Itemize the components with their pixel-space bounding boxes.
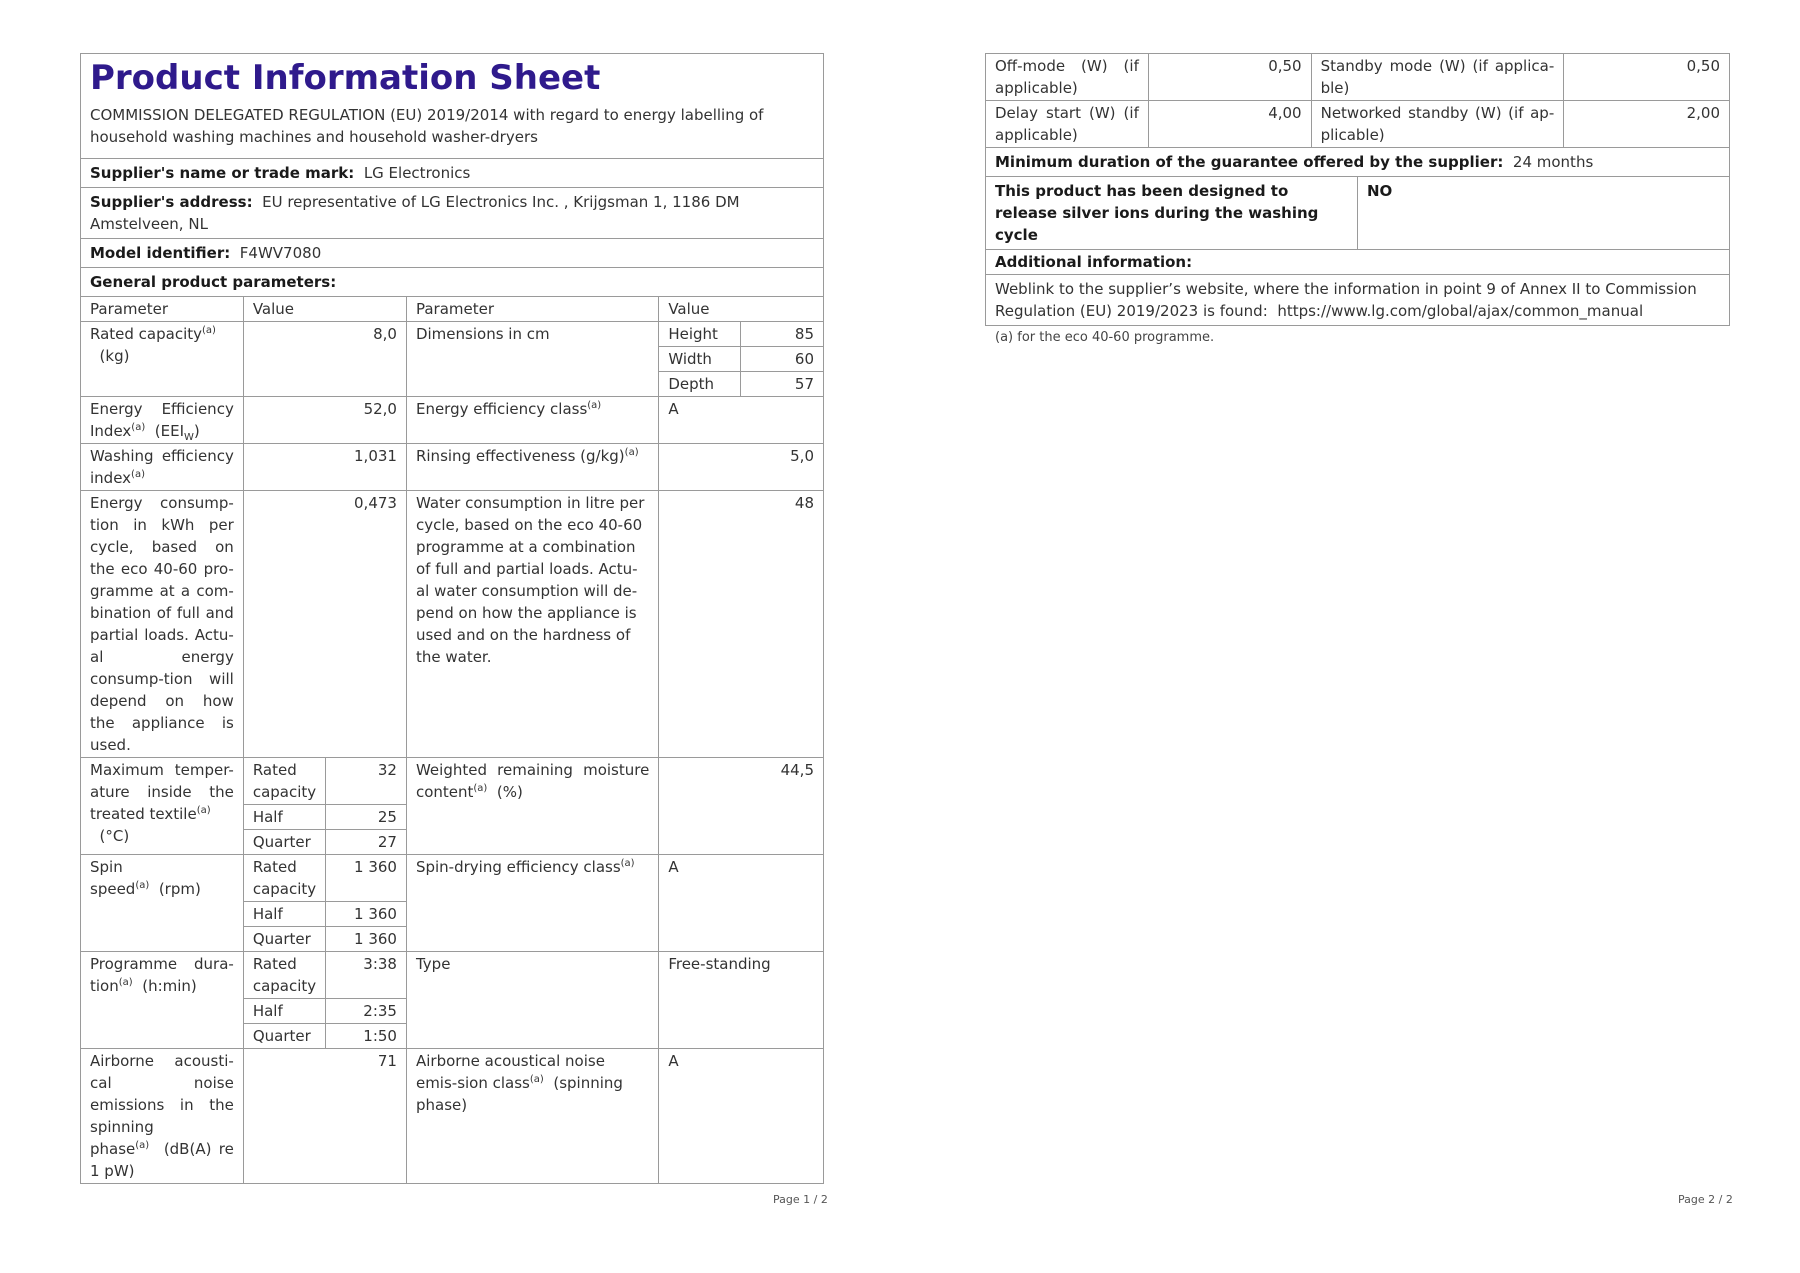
height-label: Height <box>659 322 741 347</box>
table-row <box>81 1049 824 1184</box>
rated-capacity-value: 8,0 <box>243 322 406 397</box>
table-row <box>81 952 824 999</box>
eei-value: 52,0 <box>243 397 406 444</box>
model-label: Model identifier: <box>90 244 231 262</box>
table-row <box>81 397 824 444</box>
spin-rated-value: 1 360 <box>326 855 407 902</box>
silver-table <box>985 176 1730 250</box>
weblink-label: Weblink to the supplier’s website, where the information in point 9 of Annex II to Commission Regulation (EU) 2019/2023 is found: <box>995 280 1697 320</box>
supplier-address-label: Supplier's address: <box>90 193 253 211</box>
delay-start-label: Delay start (W) (if applicable) <box>986 101 1149 148</box>
silver-value: NO <box>1358 177 1730 250</box>
noise-class-label: Airborne acoustical noise emis-sion class$^{(a)}$ (spinning phase) <box>406 1049 658 1184</box>
header-value: Value <box>243 297 406 322</box>
guarantee-value: 24 months <box>1512 153 1594 171</box>
parameters-table <box>80 296 824 1184</box>
networked-label: Networked standby (W) (if ap-plicable) <box>1311 101 1564 148</box>
energy-class-value: A <box>659 397 824 444</box>
additional-label: Additional information: <box>986 250 1730 275</box>
water-consumption-value: 48 <box>659 491 824 758</box>
rated-capacity-label: Rated capacity$^{(a)}$ (kg) <box>81 322 244 397</box>
silver-label: This product has been designed to release silver ions during the washing cycle <box>986 177 1358 250</box>
max-temp-quarter-label: Quarter <box>243 830 325 855</box>
title-cell <box>81 54 824 159</box>
table-row <box>81 444 824 491</box>
off-mode-label: Off-mode (W) (if applicable) <box>986 54 1149 101</box>
type-label: Type <box>406 952 658 1049</box>
max-temp-rated-value: 32 <box>326 758 407 805</box>
noise-label: Airborne acousti-cal noise emissions in the spinning phase$^{(a)}$ (dB(A) re 1 pW) <box>81 1049 244 1184</box>
spin-quarter-label: Quarter <box>243 927 325 952</box>
guarantee-table <box>985 147 1730 177</box>
networked-value: 2,00 <box>1564 101 1730 148</box>
spin-quarter-value: 1 360 <box>326 927 407 952</box>
supplier-address-row <box>81 188 824 239</box>
prog-duration-label: Programme dura-tion$^{(a)}$ (h:min) <box>81 952 244 1049</box>
spin-half-label: Half <box>243 902 325 927</box>
table-row <box>81 491 824 758</box>
weblink-row <box>986 275 1730 326</box>
model-identifier: F4WV7080 <box>239 244 322 262</box>
rinsing-label: Rinsing effectiveness $(g/kg)^{(a)}$ <box>406 444 658 491</box>
page-number-1: Page 1 / 2 <box>773 1193 828 1206</box>
product-info-header-table <box>80 53 824 297</box>
type-value: Free-standing <box>659 952 824 1049</box>
supplier-name: LG Electronics <box>363 164 471 182</box>
max-temp-rated-label: Rated capacity <box>243 758 325 805</box>
prog-rated-value: 3:38 <box>326 952 407 999</box>
page-2 <box>985 53 1730 345</box>
spin-rated-label: Rated capacity <box>243 855 325 902</box>
noise-value: 71 <box>243 1049 406 1184</box>
prog-half-label: Half <box>243 999 325 1024</box>
dimensions-label: Dimensions in cm <box>406 322 658 397</box>
prog-quarter-label: Quarter <box>243 1024 325 1049</box>
table-row <box>81 758 824 805</box>
noise-class-value: A <box>659 1049 824 1184</box>
model-row <box>81 239 824 268</box>
max-temp-label: Maximum temper-ature inside the treated textile$^{(a)}$ (°C) <box>81 758 244 855</box>
header-value-2: Value <box>659 297 824 322</box>
header-parameter-2: Parameter <box>406 297 658 322</box>
max-temp-half-label: Half <box>243 805 325 830</box>
spin-class-label: Spin-drying efficiency class$^{(a)}$ <box>406 855 658 952</box>
prog-half-value: 2:35 <box>326 999 407 1024</box>
spin-class-value: A <box>659 855 824 952</box>
additional-table <box>985 249 1730 326</box>
moisture-label: Weighted remaining moisture content$^{(a)}$ (%) <box>406 758 658 855</box>
eei-label: Energy Efficiency Index$^{(a)}$ $(EEI_W)$ <box>81 397 244 444</box>
weblink[interactable]: https://www.lg.com/global/ajax/common_manual <box>1277 302 1644 320</box>
max-temp-half-value: 25 <box>326 805 407 830</box>
page-title: Product Information Sheet <box>90 58 601 98</box>
spin-speed-label: Spin speed$^{(a)}$ (rpm) <box>81 855 244 952</box>
prog-quarter-value: 1:50 <box>326 1024 407 1049</box>
page-1 <box>80 53 824 1184</box>
rinsing-value: 5,0 <box>659 444 824 491</box>
delay-start-value: 4,00 <box>1148 101 1311 148</box>
general-params-row <box>81 268 824 297</box>
width-value: 60 <box>741 347 824 372</box>
depth-value: 57 <box>741 372 824 397</box>
table-row <box>81 855 824 902</box>
regulation-text: COMMISSION DELEGATED REGULATION (EU) 2019/2014 with regard to energy labelling of household washing machines and household washer-dryers <box>90 106 764 146</box>
energy-consumption-label: Energy consump-tion in kWh per cycle, based on the eco 40-60 pro-gramme at a com-bination of full and partial loads. Actu-al energy consump-tion will depend on how the appliance is used. <box>81 491 244 758</box>
supplier-address: EU representative of LG Electronics Inc. , Krijgsman 1, 1186 DM Amstelveen, NL <box>90 193 740 233</box>
supplier-name-label: Supplier's name or trade mark: <box>90 164 355 182</box>
standby-value: 0,50 <box>1564 54 1730 101</box>
washing-eff-value: 1,031 <box>243 444 406 491</box>
header-parameter: Parameter <box>81 297 244 322</box>
washing-eff-label: Washing efficiency index$^{(a)}$ <box>81 444 244 491</box>
prog-rated-label: Rated capacity <box>243 952 325 999</box>
energy-consumption-value: 0,473 <box>243 491 406 758</box>
max-temp-quarter-value: 27 <box>326 830 407 855</box>
standby-label: Standby mode (W) (if applica-ble) <box>1311 54 1564 101</box>
table-row <box>986 101 1730 148</box>
table-header-row <box>81 297 824 322</box>
water-consumption-label: Water consumption in litre per cycle, based on the eco 40-60 programme at a combination of full and partial loads. Actu-al water consumption will de-pend on how the appliance is used and on the hardness of the water. <box>406 491 658 758</box>
guarantee-label: Minimum duration of the guarantee offered by the supplier: <box>995 153 1504 171</box>
footnote: (a) for the eco 40-60 programme. <box>995 330 1215 345</box>
energy-class-label: Energy efficiency class$^{(a)}$ <box>406 397 658 444</box>
page-number-2: Page 2 / 2 <box>1678 1193 1733 1206</box>
general-params-label: General product parameters: <box>90 273 337 291</box>
table-row <box>986 54 1730 101</box>
table-row <box>81 322 824 347</box>
spin-half-value: 1 360 <box>326 902 407 927</box>
off-mode-value: 0,50 <box>1148 54 1311 101</box>
guarantee-row <box>986 148 1730 177</box>
moisture-value: 44,5 <box>659 758 824 855</box>
height-value: 85 <box>741 322 824 347</box>
depth-label: Depth <box>659 372 741 397</box>
width-label: Width <box>659 347 741 372</box>
supplier-name-row <box>81 159 824 188</box>
power-table <box>985 53 1730 148</box>
